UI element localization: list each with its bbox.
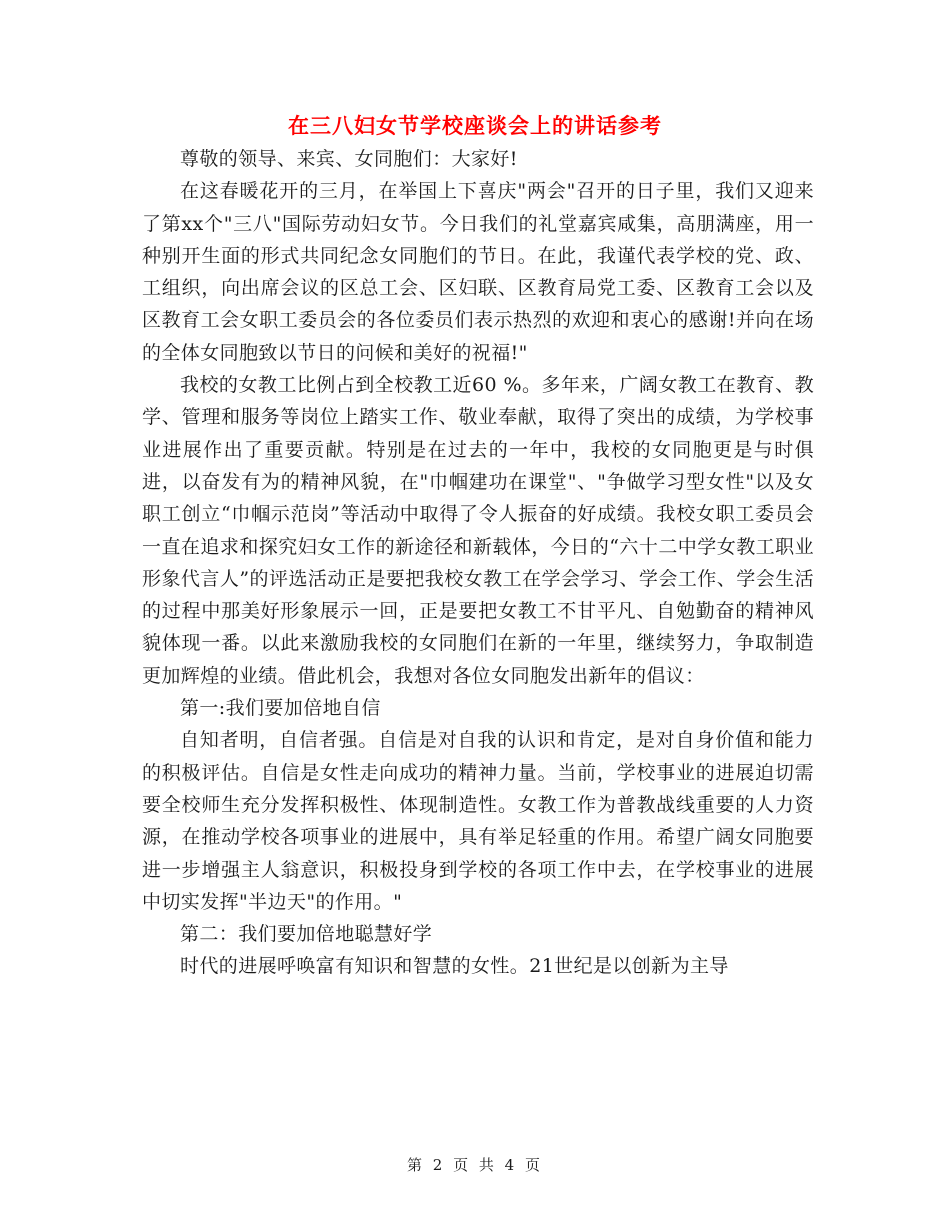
page-number-footer: 第 2 页 共 4 页 — [407, 1156, 543, 1174]
document-title: 在三八妇女节学校座谈会上的讲话参考 — [288, 113, 662, 138]
body-paragraph: 我校的女教工比例占到全校教工近60 %。多年来，广阔女教工在教育、教学、管理和服务等岗位上踏实工作、敬业奉献，取得了突出的成绩，为学校事业进展作出了重要贡献。特别是在过去的一年中，我校的女同胞更是与时俱进，以奋发有为的精神风貌，在"巾帼建功在课堂"、"争做学习型女性"以及女职工创立“巾帼示范岗”等活动中取得了令人振奋的好成绩。我校女职工委员会一直在追求和探究妇女工作的新途径和新载体，今日的“六十二中学女教工职业形象代言人”的评选活动正是要把我校女教工在学会学习、学会工作、学会生活的过程中那美好形象展示一回，正是要把女教工不甘平凡、自勉勤奋的精神风貌体现一番。以此来激励我校的女同胞们在新的一年里，继续努力，争取制造更加辉煌的业绩。借此机会，我想对各位女同胞发出新年的倡议： — [142, 374, 814, 687]
section-heading: 第一:我们要加倍地自信 — [180, 697, 381, 720]
section-heading: 第二：我们要加倍地聪慧好学 — [180, 923, 433, 946]
greeting-paragraph: 尊敬的领导、来宾、女同胞们：大家好! — [180, 148, 518, 170]
section-paragraph: 自知者明，自信者强。自信是对自我的认识和肯定，是对自身价值和能力的积极评估。自信是女性走向成功的精神力量。当前，学校事业的进展迫切需要全校师生充分发挥积极性、体现制造性。女教工作为普教战线重要的人力资源，在推动学校各项事业的进展中，具有举足轻重的作用。希望广阔女同胞要进一步增强主人翁意识，积极投身到学校的各项工作中去，在学校事业的进展中切实发挥"半边天"的作用。" — [142, 729, 814, 913]
section-paragraph: 时代的进展呼唤富有知识和智慧的女性。21世纪是以创新为主导 — [180, 955, 729, 978]
body-paragraph: 在这春暖花开的三月，在举国上下喜庆"两会"召开的日子里，我们又迎来了第xx个"三八"国际劳动妇女节。今日我们的礼堂嘉宾咸集，高朋满座，用一种别开生面的形式共同纪念女同胞们的节日。在此，我谨代表学校的党、政、工组织，向出席会议的区总工会、区妇联、区教育局党工委、区教育工会以及区教育工会女职工委员会的各位委员们表示热烈的欢迎和衷心的感谢!并向在场的全体女同胞致以节日的问候和美好的祝福!" — [142, 180, 814, 364]
document-body — [142, 143, 814, 983]
